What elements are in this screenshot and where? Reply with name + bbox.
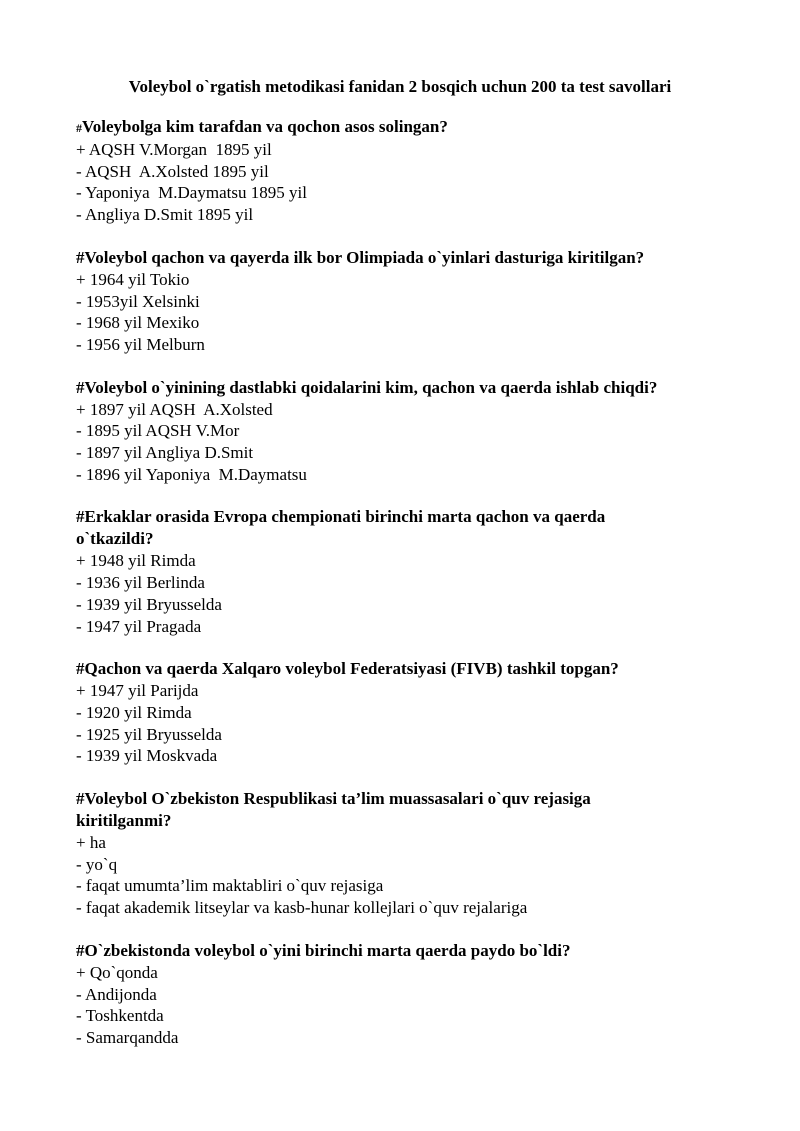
question-text xyxy=(76,940,736,962)
answer-option: - 1939 yil Bryusselda xyxy=(76,594,222,614)
answer-option: + 1964 yil Tokio xyxy=(76,269,190,289)
answer-option: - 1920 yil Rimda xyxy=(76,702,192,722)
answer-option: - Toshkentda xyxy=(76,1006,164,1026)
question-marker: # xyxy=(76,121,82,135)
answer-option: - faqat umumta’lim maktabliri o`quv rejasiga xyxy=(76,876,384,896)
answer-option: - AQSH A.Xolsted 1895 yil xyxy=(76,161,269,181)
question-marker: # xyxy=(76,659,85,679)
answer-option: - 1953yil Xelsinki xyxy=(76,291,200,311)
answer-option: + ha xyxy=(76,833,106,853)
question-block xyxy=(76,658,736,767)
answer-option: - 1925 yil Bryusselda xyxy=(76,724,222,744)
answer-option: - Yaponiya M.Daymatsu 1895 yil xyxy=(76,183,307,203)
answer-option: - Angliya D.Smit 1895 yil xyxy=(76,205,254,225)
answer-option: - 1939 yil Moskvada xyxy=(76,746,218,766)
question-marker: # xyxy=(76,377,85,397)
question-text xyxy=(76,658,736,680)
answer-option: - 1895 yil AQSH V.Mor xyxy=(76,421,240,441)
question-text xyxy=(76,377,736,399)
question-label: Voleybolga kim tarafdan va qochon asos solingan? xyxy=(82,117,448,136)
question-label: Voleybol o`yinining dastlabki qoidalarini kim, qachon va qaerda ishlab chiqdi? xyxy=(84,377,658,397)
answer-option: - 1896 yil Yaponiya M.Daymatsu xyxy=(76,464,307,484)
document-title: Voleybol o`rgatish metodikasi fanidan 2 bosqich uchun 200 ta test savollari xyxy=(128,77,672,96)
answer-option: + AQSH V.Morgan 1895 yil xyxy=(76,140,272,159)
question-block xyxy=(76,116,736,226)
question-label: Erkaklar orasida Evropa chempionati birinchi marta qachon va qaerda o`tkazildi? xyxy=(76,507,606,549)
question-block xyxy=(76,247,736,356)
question-text xyxy=(76,788,676,832)
answer-option: + Qo`qonda xyxy=(76,962,158,982)
question-label: Voleybol O`zbekiston Respublikasi ta’lim muassasalari o`quv rejasiga kiritilganmi? xyxy=(76,789,591,831)
answer-option: + 1897 yil AQSH A.Xolsted xyxy=(76,399,273,419)
question-block xyxy=(76,506,736,637)
answer-option: - Samarqandda xyxy=(76,1027,179,1047)
answer-option: - yo`q xyxy=(76,854,118,874)
question-text xyxy=(76,506,676,550)
question-label: O`zbekistonda voleybol o`yini birinchi marta qaerda paydo bo`ldi? xyxy=(84,940,571,960)
answer-option: - 1947 yil Pragada xyxy=(76,616,202,636)
question-block xyxy=(76,788,736,919)
question-label: Voleybol qachon va qayerda ilk bor Olimpiada o`yinlari dasturiga kiritilgan? xyxy=(84,247,645,267)
answer-option: - Andijonda xyxy=(76,984,157,1004)
question-label: Qachon va qaerda Xalqaro voleybol Federatsiyasi (FIVB) tashkil topgan? xyxy=(84,659,619,679)
answer-option: + 1947 yil Parijda xyxy=(76,681,199,701)
answer-option: - 1936 yil Berlinda xyxy=(76,573,205,593)
question-marker: # xyxy=(76,940,85,960)
question-marker: # xyxy=(76,789,85,809)
question-block xyxy=(76,940,736,1049)
question-marker: # xyxy=(76,507,85,527)
question-text xyxy=(76,247,736,269)
answer-option: + 1948 yil Rimda xyxy=(76,551,196,571)
answer-option: - 1968 yil Mexiko xyxy=(76,313,200,333)
answer-option: - 1956 yil Melburn xyxy=(76,334,205,354)
question-marker: # xyxy=(76,247,85,267)
answer-option: - faqat akademik litseylar va kasb-hunar kollejlari o`quv rejalariga xyxy=(76,898,528,918)
answer-option: - 1897 yil Angliya D.Smit xyxy=(76,443,254,463)
question-text xyxy=(76,116,736,139)
question-block xyxy=(76,377,736,486)
question-list xyxy=(76,116,736,1070)
